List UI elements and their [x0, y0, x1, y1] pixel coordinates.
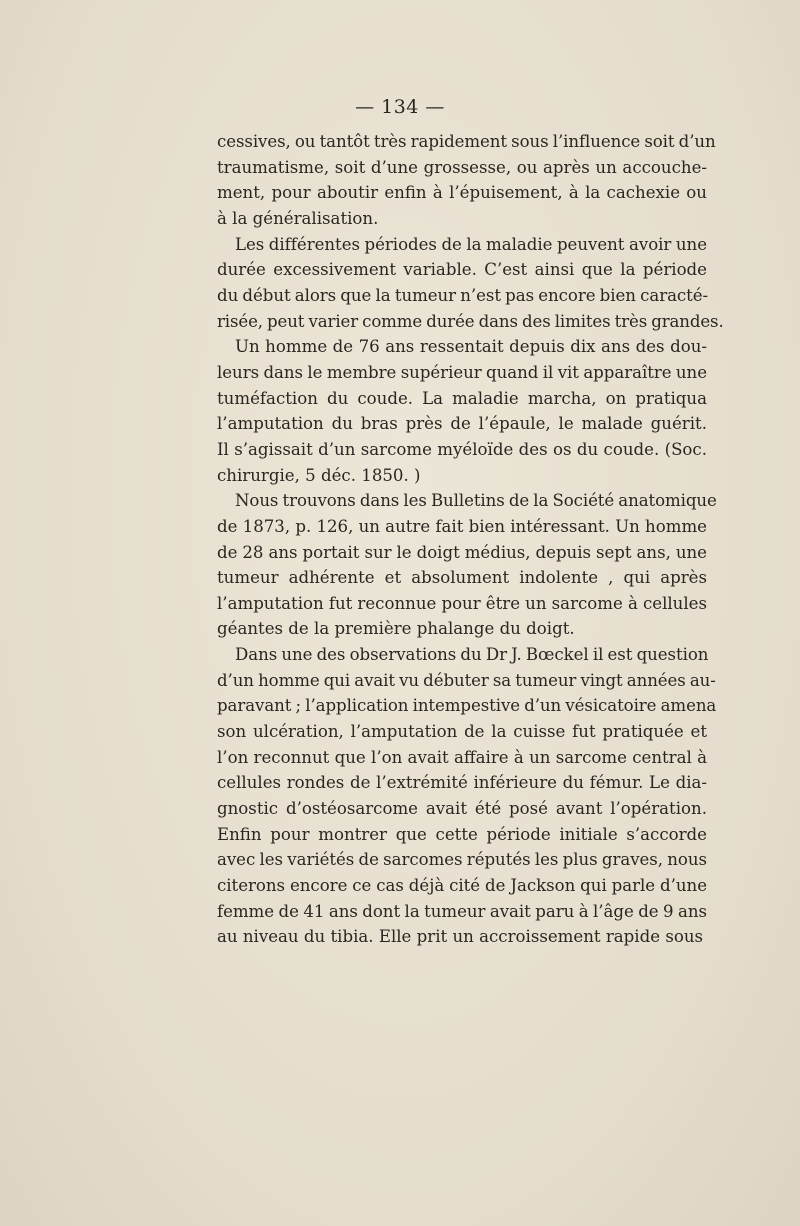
text-line: paravant ; l’application intempestive d’un vésicatoire amena	[217, 696, 717, 716]
text-line: Les différentes périodes de la maladie peuvent avoir une	[235, 234, 707, 254]
text-line: au niveau du tibia. Elle prit un accroissement rapide sous	[217, 927, 704, 947]
text-line: l’amputation fut reconnue pour être un sarcome à cellules	[217, 593, 707, 613]
paragraph	[217, 642, 717, 950]
text-line: cessives, ou tantôt très rapidement sous l’influence soit d’un	[217, 132, 716, 151]
paragraph	[217, 334, 707, 488]
text-line: citerons encore ce cas déjà cité de Jackson qui parle d’une	[217, 876, 707, 896]
paragraph	[217, 232, 724, 335]
text-line: Dans une des observations du Dr J. Bœckel il est question	[235, 645, 709, 665]
text-line: géantes de la première phalange du doigt.	[217, 619, 575, 639]
text-line: de 28 ans portait sur le doigt médius, depuis sept ans, une	[217, 542, 707, 562]
text-line: d’un homme qui avait vu débuter sa tumeur vingt années au-	[217, 670, 716, 690]
text-line: cellules rondes de l’extrémité inférieure du fémur. Le dia-	[217, 773, 707, 793]
text-line: traumatisme, soit d’une grossesse, ou après un accouche-	[217, 157, 707, 177]
text-line: Un homme de 76 ans ressentait depuis dix ans des dou-	[235, 337, 707, 357]
text-line: à la généralisation.	[217, 208, 379, 228]
text-line: tuméfaction du coude. La maladie marcha, on pratiqua	[217, 388, 707, 408]
text-line: gnostic d’ostéosarcome avait été posé avant l’opération.	[217, 799, 707, 819]
body-text	[217, 129, 724, 950]
text-line: de 1873, p. 126, un autre fait bien intéressant. Un homme	[217, 516, 707, 536]
text-line: ment, pour aboutir enfin à l’épuisement, à la cachexie ou	[217, 183, 707, 203]
text-line: l’on reconnut que l’on avait affaire à un sarcome central à	[217, 747, 707, 767]
text-line: risée, peut varier comme durée dans des limites très grandes.	[217, 311, 724, 331]
text-line: Il s’agissait d’un sarcome myéloïde des os du coude. (Soc.	[217, 439, 707, 459]
text-line: Nous trouvons dans les Bulletins de la Société anatomique	[235, 491, 717, 511]
text-line: chirurgie, 5 déc. 1850. )	[217, 465, 421, 485]
text-line: du début alors que la tumeur n’est pas encore bien caracté-	[217, 285, 709, 305]
paragraph	[217, 488, 717, 642]
text-line: avec les variétés de sarcomes réputés les plus graves, nous	[217, 850, 707, 870]
text-line: son ulcération, l’amputation de la cuisse fut pratiquée et	[217, 722, 707, 742]
text-line: Enfin pour montrer que cette période initiale s’accorde	[217, 824, 707, 844]
paragraph	[217, 129, 716, 232]
text-line: femme de 41 ans dont la tumeur avait paru à l’âge de 9 ans	[217, 901, 707, 921]
text-line: tumeur adhérente et absolument indolente , qui après	[217, 568, 707, 588]
page-number: — 134 —	[355, 96, 445, 118]
text-line: durée excessivement variable. C’est ainsi que la période	[217, 260, 707, 280]
text-line: leurs dans le membre supérieur quand il vit apparaître une	[217, 362, 707, 382]
text-line: l’amputation du bras près de l’épaule, le malade guérit.	[217, 414, 707, 434]
